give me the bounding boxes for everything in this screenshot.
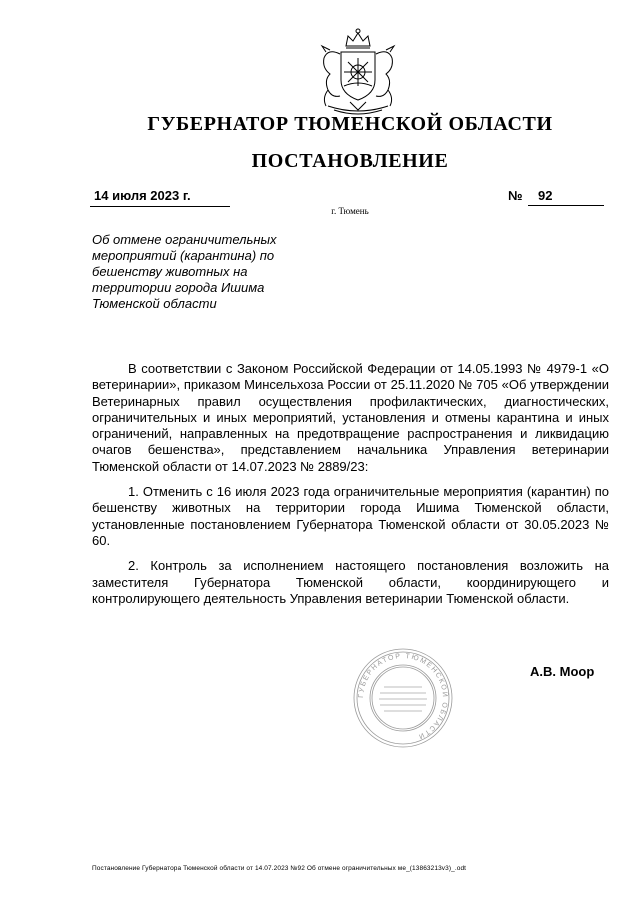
item-2-paragraph: 2. Контроль за исполнением настоящего постановления возложить на заместителя Губернатора Тюменской области, координирующего и контролирующего деятельность Управления ветеринарии Тюменской области. — [92, 558, 609, 606]
document-footer: Постановление Губернатора Тюменской области от 14.07.2023 №92 Об отмене ограничительных ме_(13863213v3)_.odt — [92, 865, 467, 872]
document-number: 92 — [538, 188, 553, 203]
seal-ring-text: ГУБЕРНАТОР ТЮМЕНСКОЙ ОБЛАСТИ — [357, 652, 449, 741]
subject-line: территории города Ишима — [92, 280, 265, 295]
document-body — [92, 361, 609, 607]
official-seal-stamp — [352, 647, 454, 749]
preamble-paragraph: В соответствии с Законом Российской Федерации от 14.05.1993 № 4979-1 «О ветеринарии», приказом Минсельхоза России от 25.11.2020 № 705 «Об утверждении Ветеринарных правил осуществления профилактических, диагностических, ограничительных и иных мероприятий, установления и отмены карантина и иных ограничений, направленных на предотвращение распространения и ликвидацию очагов бешенства», представлением начальника Управления ветеринарии Тюменской области от 14.07.2023 № 2889/23: — [92, 361, 609, 474]
document-subject — [92, 232, 307, 312]
signatory-name: А.В. Моор — [530, 664, 595, 679]
subject-line: мероприятий (карантина) по — [92, 248, 275, 263]
coat-of-arms-emblem — [314, 24, 402, 118]
document-date: 14 июля 2023 г. — [94, 188, 191, 203]
document-number-field — [508, 188, 604, 206]
number-underline — [528, 188, 604, 206]
subject-line: Об отмене ограничительных — [92, 232, 277, 247]
number-sign: № — [508, 188, 523, 203]
subject-line: бешенству животных на — [92, 264, 248, 279]
subject-line: Тюменской области — [92, 296, 217, 311]
issue-city: г. Тюмень — [331, 206, 369, 216]
document-type-title: ПОСТАНОВЛЕНИЕ — [251, 150, 449, 172]
item-1-paragraph: 1. Отменить с 16 июля 2023 года ограничительные мероприятия (карантин) по бешенству животных на территории города Ишима Тюменской области, установленные постановлением Губернатора Тюменской области от 30.05.2023 № 60. — [92, 484, 609, 548]
organization-title: ГУБЕРНАТОР ТЮМЕНСКОЙ ОБЛАСТИ — [147, 113, 553, 135]
document-date-field — [90, 188, 230, 207]
